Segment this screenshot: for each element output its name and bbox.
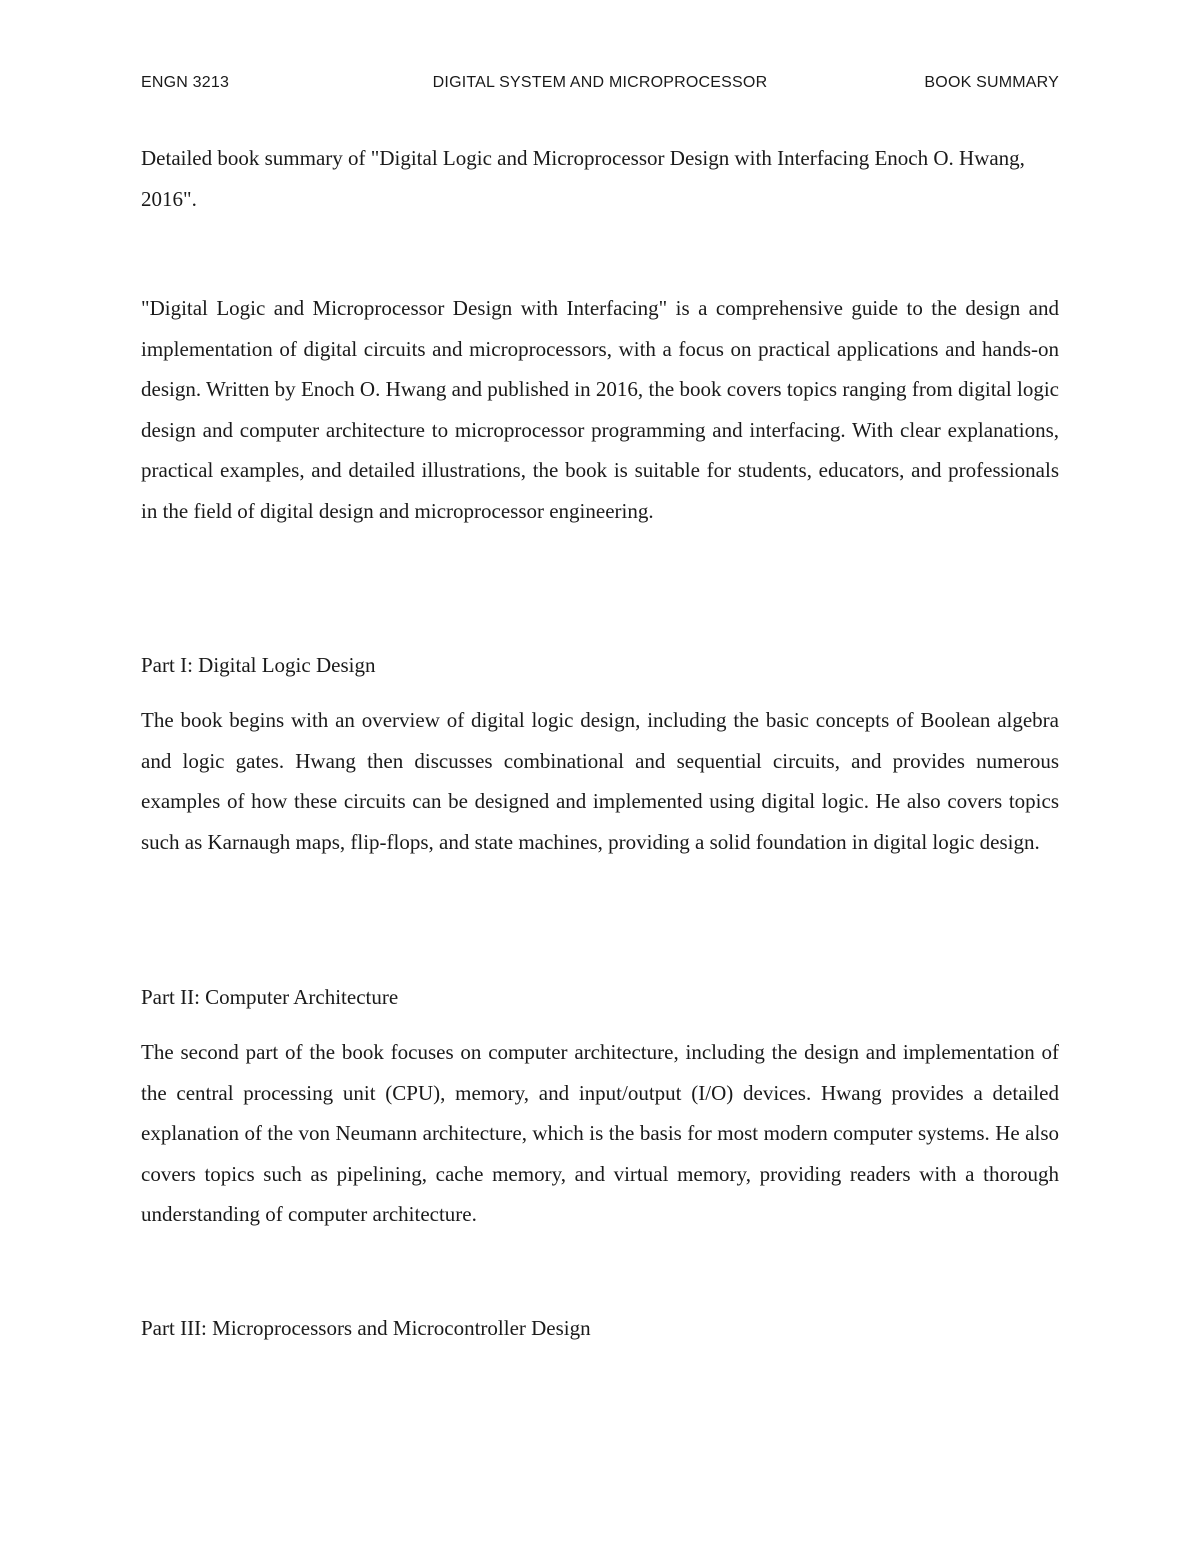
section-body-part-2: The second part of the book focuses on computer architecture, including the design and implementation of the central processing unit (CPU), memory, and input/output (I/O) devices. Hwang provides a detailed explanation of the von Neumann architecture, which is the basis for most modern computer systems. He also covers topics such as pipelining, cache memory, and virtual memory, providing readers with a thorough understanding of computer architecture. (141, 1040, 1059, 1226)
section-heading-part-1: Part I: Digital Logic Design (141, 653, 376, 677)
section-body-part-1: The book begins with an overview of digital logic design, including the basic concepts of Boolean algebra and logic gates. Hwang then discusses combinational and sequential circuits, and provides numerous examples of how these circuits can be designed and implemented using digital logic. He also covers topics such as Karnaugh maps, flip-flops, and state machines, providing a solid foundation in digital logic design. (141, 708, 1059, 854)
page-header (141, 74, 1059, 98)
section-heading-part-3: Part III: Microprocessors and Microcontroller Design (141, 1316, 591, 1340)
header-course-title: DIGITAL SYSTEM AND MICROPROCESSOR (432, 74, 768, 91)
overview-paragraph: "Digital Logic and Microprocessor Design with Interfacing" is a comprehensive guide to the design and implementation of digital circuits and microprocessors, with a focus on practical applications and hands-on design. Written by Enoch O. Hwang and published in 2016, the book covers topics ranging from digital logic design and computer architecture to microprocessor programming and interfacing. With clear explanations, practical examples, and detailed illustrations, the book is suitable for students, educators, and professionals in the field of digital design and microprocessor engineering. (141, 296, 1059, 523)
header-course-code: ENGN 3213 (141, 74, 230, 91)
header-document-type: BOOK SUMMARY (924, 74, 1059, 91)
intro-paragraph: Detailed book summary of "Digital Logic and Microprocessor Design with Interfacing Enoch O. Hwang, 2016". (141, 146, 1025, 211)
section-heading-part-2: Part II: Computer Architecture (141, 985, 399, 1009)
